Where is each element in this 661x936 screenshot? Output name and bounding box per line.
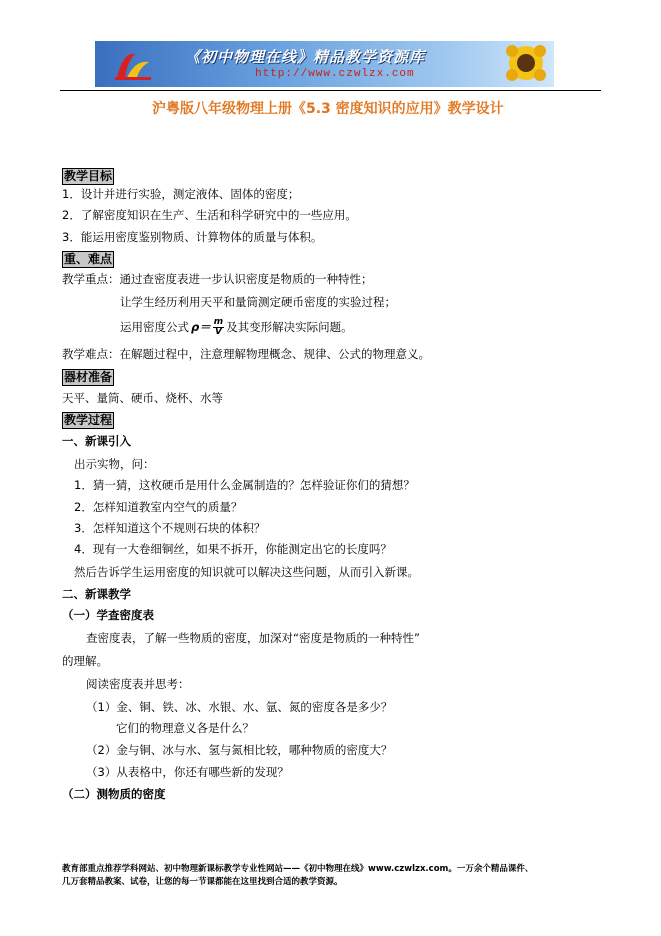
formula-symbol: ρ＝ [191, 320, 211, 334]
footer-line: 教育部重点推荐学科网站、初中物理新课标教学专业性网站——《初中物理在线》www.czwlzx.com。一万余个精品课件、 [62, 864, 534, 874]
teaching-focus: 教学重点：通过查密度表进一步认识密度是物质的一种特性； [62, 272, 373, 286]
header-divider [60, 90, 601, 91]
sub1-text-continued: 的理解。 [62, 654, 108, 668]
sub1-question-continued: 它们的物理意义各是什么？ [116, 721, 254, 735]
teaching-focus-continued: 让学生经历利用天平和量筒测定硬币密度的实验过程； [120, 295, 396, 309]
formula-fraction [213, 318, 224, 337]
objective-item: 3．能运用密度鉴别物质、计算物体的质量与体积。 [62, 230, 323, 244]
intro-question: 1．猜一猜，这枚硬币是用什么金属制造的？怎样验证你们的猜想？ [74, 478, 415, 492]
part1-title: 一、新课引入 [62, 434, 131, 448]
intro-question: 4．现有一大卷细铜丝，如果不拆开，你能测定出它的长度吗？ [74, 542, 392, 556]
sunflower-icon [482, 41, 552, 87]
objective-item: 1．设计并进行实验，测定液体、固体的密度； [62, 187, 300, 201]
teaching-difficulty: 教学难点：在解题过程中，注意理解物理概念、规律、公式的物理意义。 [62, 347, 430, 361]
sub1-question: （2）金与铜、冰与水、氢与氮相比较，哪种物质的密度大？ [86, 743, 393, 757]
document-title: 沪粤版八年级物理上册《5.3 密度知识的应用》教学设计 [152, 101, 504, 117]
page-footer [62, 863, 533, 889]
sub1-question: （3）从表格中，你还有哪些新的发现？ [86, 765, 289, 779]
sub1-question: （1）金、铜、铁、冰、水银、水、氩、氮的密度各是多少？ [86, 700, 393, 714]
section-heading-materials: 器材准备 [64, 370, 113, 384]
sub1-text: 查密度表，了解一些物质的密度，加深对“密度是物质的一种特性” [86, 631, 420, 645]
teaching-focus-formula-line [120, 318, 353, 337]
intro-conclusion: 然后告诉学生运用密度的知识就可以解决这些问题，从而引入新课。 [74, 565, 419, 579]
sub1-reading: 阅读密度表并思考： [86, 677, 190, 691]
section-heading-process: 教学过程 [64, 413, 113, 427]
footer-line: 几万套精品教案、试卷，让您的每一节课都能在这里找到合适的教学资源。 [62, 877, 343, 887]
part2-title: 二、新课教学 [62, 587, 131, 601]
banner-title: 《初中物理在线》精品教学资源库 [185, 48, 426, 66]
banner-url[interactable]: http://www.czwlzx.com [255, 68, 415, 80]
formula-prefix: 运用密度公式 [120, 320, 189, 334]
sub2-title: （二）测物质的密度 [62, 787, 166, 801]
intro-question: 3．怎样知道这个不规则石块的体积？ [74, 521, 266, 535]
materials-list: 天平、量筒、硬币、烧杯、水等 [62, 391, 223, 405]
section-heading-objectives: 教学目标 [64, 169, 113, 183]
header-banner [95, 41, 554, 87]
section-heading-keypoints: 重、难点 [64, 252, 113, 266]
sub1-title: （一）学查密度表 [62, 608, 154, 622]
site-logo-icon [113, 48, 153, 82]
formula-suffix: 及其变形解决实际问题。 [226, 320, 353, 334]
formula-denominator: V [214, 327, 222, 337]
density-formula [191, 318, 224, 337]
formula-numerator: m [213, 317, 224, 327]
intro-text: 出示实物，问： [74, 457, 155, 471]
objective-item: 2．了解密度知识在生产、生活和科学研究中的一些应用。 [62, 208, 357, 222]
intro-question: 2．怎样知道教室内空气的质量？ [74, 500, 243, 514]
